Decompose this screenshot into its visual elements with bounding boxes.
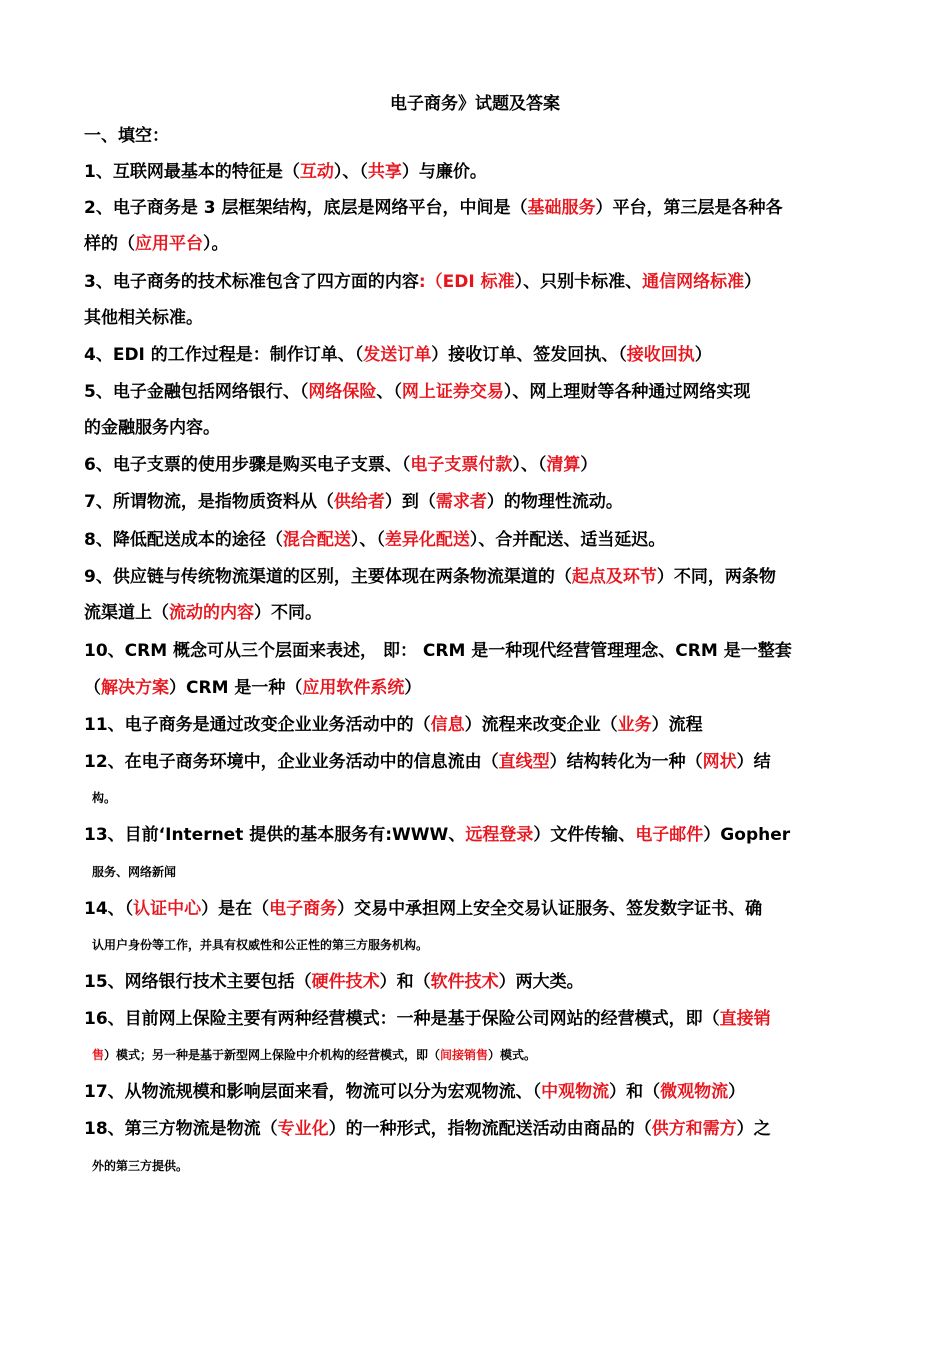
answer: 直线型 [498, 752, 550, 772]
answer: 软件技术 [430, 972, 499, 992]
answer: 网上证券交易 [401, 382, 504, 402]
answer: 电子商务 [269, 899, 338, 919]
section-heading: 一、填空： [84, 126, 169, 146]
answer: 供给者 [333, 492, 385, 512]
question-6: 6、电子支票的使用步骤是购买电子支票、（电子支票付款）、（清算） [84, 455, 598, 475]
answer: 专业化 [277, 1119, 329, 1139]
question-15: 15、网络银行技术主要包括（硬件技术）和（软件技术）两大类。 [84, 972, 584, 992]
question-16-cont: 售）模式；另一种是基于新型网上保险中介机构的经营模式，即（间接销售）模式。 [92, 1048, 537, 1062]
answer: 信息 [430, 715, 465, 735]
answer: 接收回执 [626, 345, 695, 365]
question-1: 1、互联网最基本的特征是（互动）、（共享）与廉价。 [84, 162, 487, 182]
answer: 电子邮件 [635, 825, 704, 845]
question-4: 4、EDI 的工作过程是：制作订单、（发送订单）接收订单、签发回执、（接收回执） [84, 345, 712, 365]
question-8: 8、降低配送成本的途径（混合配送）、（差异化配送）、合并配送、适当延迟。 [84, 530, 666, 550]
question-12: 12、在电子商务环境中，企业业务活动中的信息流由（直线型）结构转化为一种（网状）结 [84, 752, 771, 772]
question-12-cont: 构。 [92, 791, 117, 805]
answer: 网状 [702, 752, 737, 772]
answer: 中观物流 [541, 1082, 610, 1102]
question-9-cont: 流渠道上（流动的内容）不同。 [84, 603, 322, 623]
answer: 直接销 [719, 1009, 771, 1029]
question-14-cont: 认用户身份等工作，并具有权威性和公正性的第三方服务机构。 [92, 938, 429, 952]
answer: 清算 [546, 455, 581, 475]
question-13: 13、目前‘Internet 提供的基本服务有:WWW、远程登录）文件传输、电子邮件）Gopher [84, 825, 791, 845]
answer: 通信网络标准 [642, 272, 745, 292]
answer: 互动 [299, 162, 334, 182]
answer: 基础服务 [527, 198, 596, 218]
answer: 供方和需方 [651, 1119, 737, 1139]
answer: 间接销售 [440, 1048, 489, 1062]
answer: 硬件技术 [311, 972, 380, 992]
answer: 远程登录 [465, 825, 534, 845]
answer: 混合配送 [282, 530, 351, 550]
question-11: 11、电子商务是通过改变企业业务活动中的（信息）流程来改变企业（业务）流程 [84, 715, 703, 735]
answer: 解决方案 [101, 678, 169, 698]
answer: 售 [92, 1048, 105, 1062]
document-title: 电子商务》试题及答案 [390, 94, 560, 114]
question-17: 17、从物流规模和影响层面来看，物流可以分为宏观物流、（中观物流）和（微观物流） [84, 1082, 746, 1102]
answer: 差异化配送 [384, 530, 470, 550]
question-10: 10、CRM 概念可从三个层面来表述， 即： CRM 是一种现代经营管理理念、CRM 是一整套 [84, 641, 792, 661]
question-7: 7、所谓物流，是指物质资料从（供给者）到（需求者）的物理性流动。 [84, 492, 623, 512]
question-18-cont: 外的第三方提供。 [92, 1159, 189, 1173]
question-5: 5、电子金融包括网络银行、（网络保险、（网上证券交易）、网上理财等各种通过网络实现 [84, 382, 751, 402]
answer: 微观物流 [660, 1082, 729, 1102]
question-13-cont: 服务、网络新闻 [92, 865, 177, 879]
question-3: 3、电子商务的技术标准包含了四方面的内容:（EDI 标准）、只别卡标准、通信网络标准） [84, 272, 762, 292]
question-18: 18、第三方物流是物流（专业化）的一种形式，指物流配送活动由商品的（供方和需方）之 [84, 1119, 771, 1139]
answer: 应用软件系统 [302, 678, 405, 698]
question-16: 16、目前网上保险主要有两种经营模式：一种是基于保险公司网站的经营模式，即（直接销 [84, 1009, 771, 1029]
question-5-cont: 的金融服务内容。 [84, 418, 220, 438]
answer: 发送订单 [363, 345, 432, 365]
question-9: 9、供应链与传统物流渠道的区别，主要体现在两条物流渠道的（起点及环节）不同，两条物 [84, 567, 776, 587]
question-2-cont: 样的（应用平台）。 [84, 234, 229, 254]
answer: 起点及环节 [571, 567, 657, 587]
answer: 认证中心 [133, 899, 202, 919]
answer: 网络保险 [308, 382, 377, 402]
question-2: 2、电子商务是 3 层框架结构，底层是网络平台，中间是（基础服务）平台，第三层是各种各 [84, 198, 783, 218]
answer: 电子支票付款 [410, 455, 513, 475]
answer: 共享 [367, 162, 402, 182]
question-14: 14、（认证中心）是在（电子商务）交易中承担网上安全交易认证服务、签发数字证书、确 [84, 899, 763, 919]
answer: 应用平台 [135, 234, 203, 254]
answer: 需求者 [435, 492, 487, 512]
question-3-cont: 其他相关标准。 [84, 308, 203, 328]
answer: :（EDI 标准 [418, 272, 515, 292]
answer: 业务 [617, 715, 652, 735]
question-10-cont: （解决方案）CRM 是一种（应用软件系统） [84, 678, 422, 698]
answer: 流动的内容 [169, 603, 254, 623]
